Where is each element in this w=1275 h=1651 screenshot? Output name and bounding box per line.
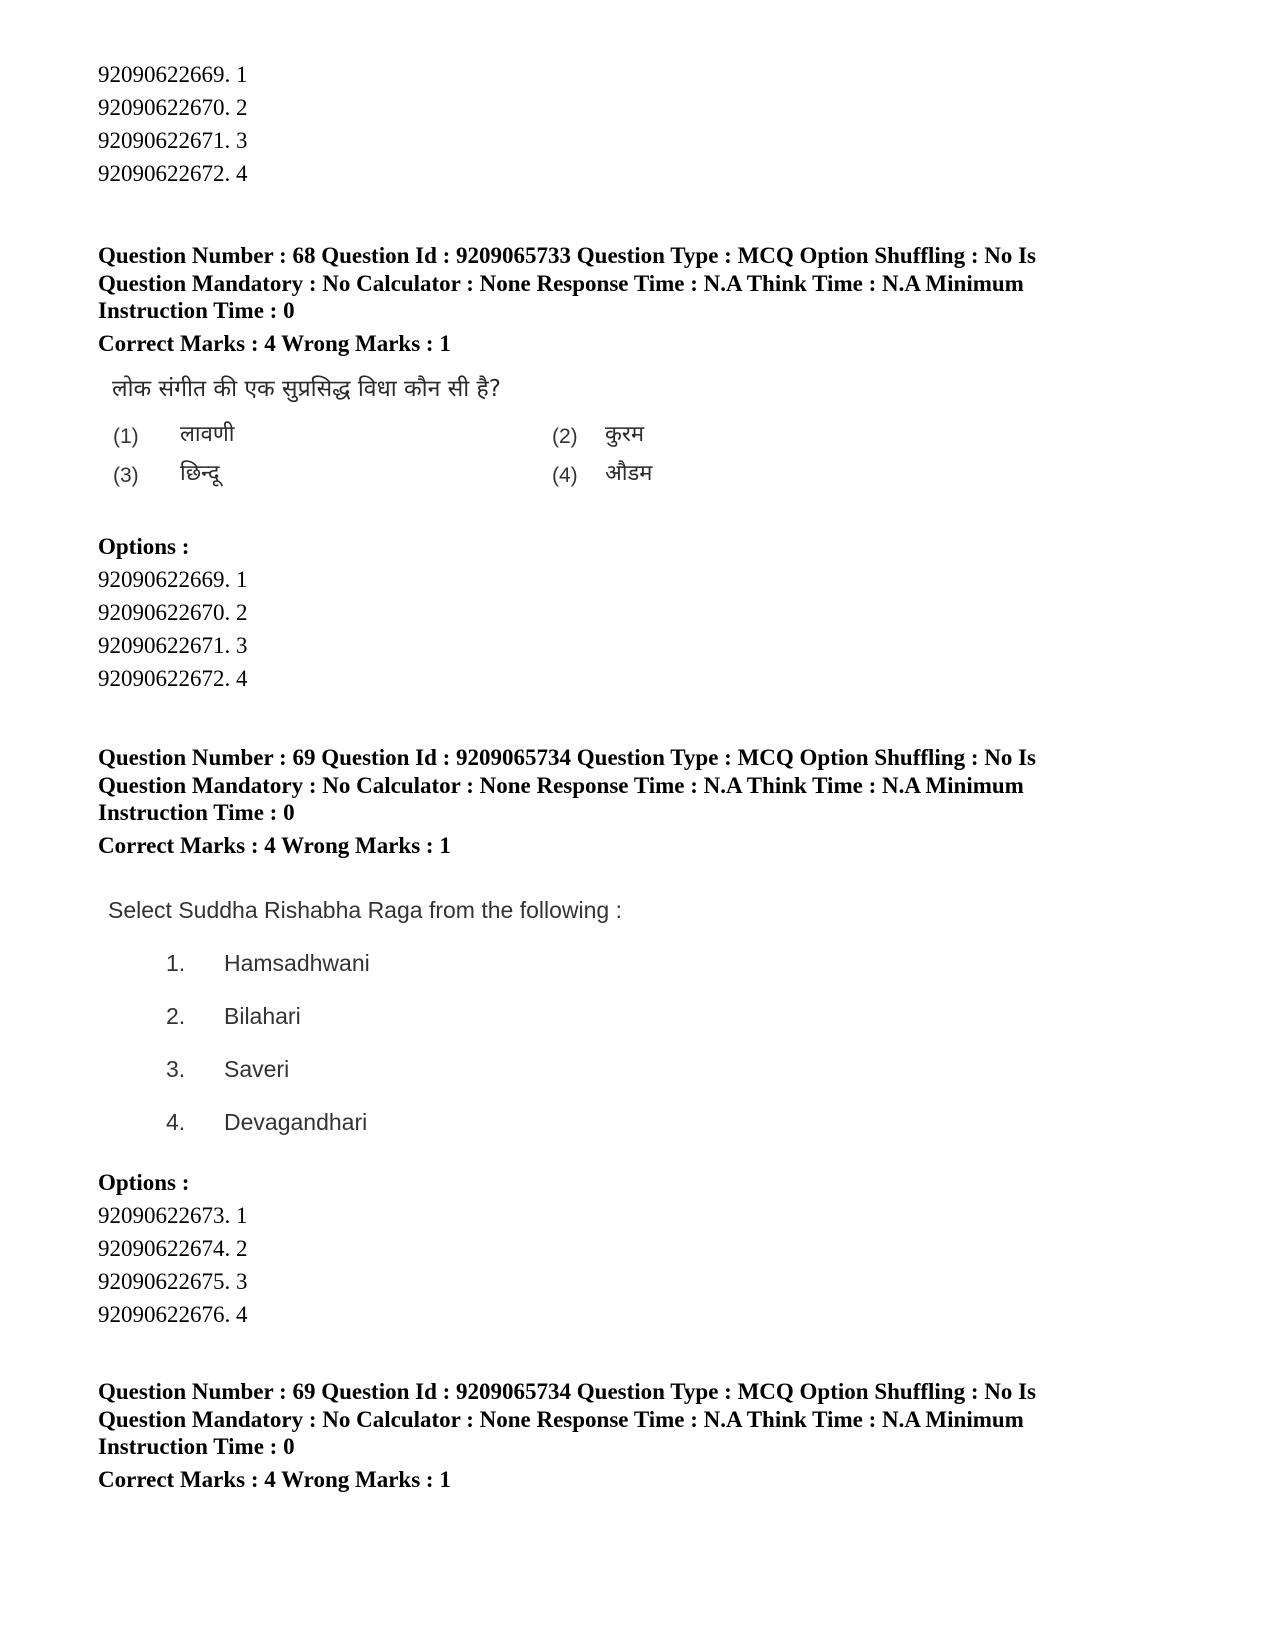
q69-repeat-header-line-1: Question Number : 69 Question Id : 9209065734 Question Type : MCQ Option Shuffling : No Is [98,1379,1037,1404]
q68-header-line-1: Question Number : 68 Question Id : 9209065733 Question Type : MCQ Option Shuffling : No Is [98,243,1037,268]
q68-choice-3-number: (3) [113,464,139,487]
option-line: 92090622671. 3 [98,633,248,658]
q69-repeat-header [98,1378,1198,1461]
q69-header-line-3: Instruction Time : 0 [98,800,295,825]
q68-options-label: Options : [98,534,190,559]
q68-choice-4-text: औडम [605,461,653,486]
q68-choice-4-number: (4) [552,464,578,487]
q69-options-label: Options : [98,1170,190,1195]
option-line: 92090622673. 1 [98,1203,248,1228]
q69-choice-4-number: 4. [166,1109,186,1135]
option-line: 92090622676. 4 [98,1302,248,1327]
option-line: 92090622669. 1 [98,62,248,87]
q69-choice-2-number: 2. [166,1003,186,1029]
q69-repeat-header-line-2: Question Mandatory : No Calculator : None Response Time : N.A Think Time : N.A Minimum [98,1406,1024,1432]
q68-header-line-3: Instruction Time : 0 [98,298,295,323]
option-line: 92090622672. 4 [98,161,248,186]
q69-header-line-2: Question Mandatory : No Calculator : None Response Time : N.A Think Time : N.A Minimum [98,772,1024,798]
q69-repeat-marks-text: Correct Marks : 4 Wrong Marks : 1 [98,1467,451,1492]
q68-marks-text: Correct Marks : 4 Wrong Marks : 1 [98,331,451,356]
q69-options-list [98,1199,1198,1331]
q69-choice-2-text: Bilahari [224,1003,301,1029]
q69-header [98,744,1198,827]
q68-choice-1-number: (1) [113,425,139,448]
option-line: 92090622671. 3 [98,128,248,153]
option-line: 92090622670. 2 [98,600,248,625]
q69-choice-3-number: 3. [166,1056,186,1082]
q69-header-line-1: Question Number : 69 Question Id : 9209065734 Question Type : MCQ Option Shuffling : No Is [98,745,1037,770]
q68-choice-1-text: लावणी [180,422,235,447]
q68-choice-2-text: कुरम [605,422,645,447]
q68-header [98,242,1198,325]
option-line: 92090622672. 4 [98,666,248,691]
q68-marks [98,330,1198,357]
q68-options-list [98,563,1198,695]
option-line: 92090622675. 3 [98,1269,248,1294]
q68-choice-2-number: (2) [552,425,578,448]
option-line: 92090622674. 2 [98,1236,248,1261]
q69-marks-text: Correct Marks : 4 Wrong Marks : 1 [98,833,451,858]
q69-choice-4-text: Devagandhari [224,1109,368,1135]
q69-choice-1-number: 1. [166,950,186,976]
q68-header-line-2: Question Mandatory : No Calculator : None Response Time : N.A Think Time : N.A Minimum [98,270,1024,296]
q69-choice-1-text: Hamsadhwani [224,950,370,976]
option-line: 92090622670. 2 [98,95,248,120]
q69-choice-3-text: Saveri [224,1056,290,1082]
q69-repeat-header-line-3: Instruction Time : 0 [98,1434,295,1459]
top-options-list [98,58,1198,190]
q68-choice-3-text: छिन्दू [180,461,220,486]
q69-repeat-marks [98,1466,1198,1493]
option-line: 92090622669. 1 [98,567,248,592]
q69-marks [98,832,1198,859]
q68-question-text: लोक संगीत की एक सुप्रसिद्ध विधा कौन सी है? [112,376,501,402]
q69-question-text: Select Suddha Rishabha Raga from the following : [108,897,622,923]
